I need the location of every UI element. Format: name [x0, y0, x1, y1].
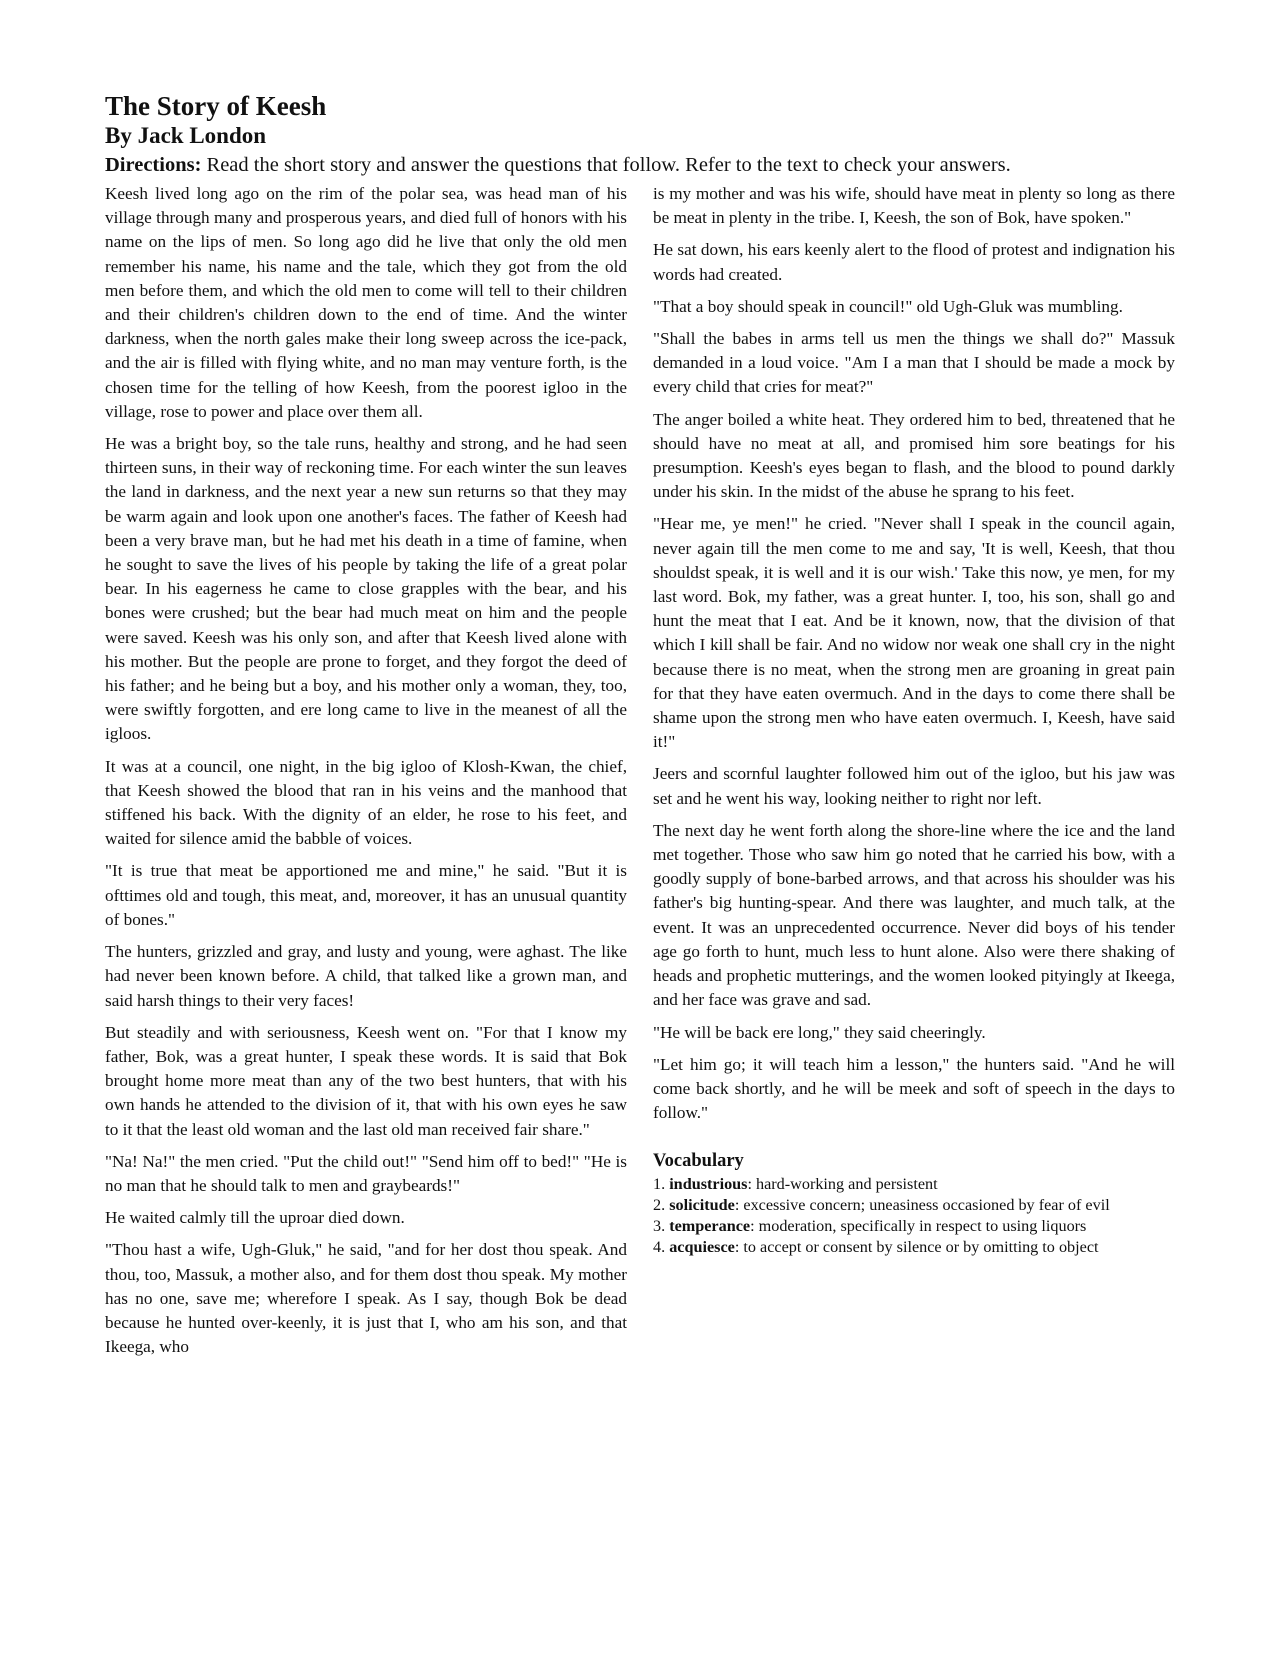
story-paragraph: He sat down, his ears keenly alert to the flood of protest and indignation his words had created. [653, 240, 1175, 284]
vocabulary-title: Vocabulary [653, 1151, 744, 1172]
vocabulary-definition: : to accept or consent by silence or by omitting to object [734, 1238, 1099, 1257]
story-paragraph: is my mother and was his wife, should have meat in plenty so long as there be meat in plenty in the tribe. I, Keesh, the son of Bok, have spoken." [653, 184, 1175, 228]
vocabulary-number: 4. [653, 1238, 670, 1257]
story-paragraph: The next day he went forth along the shore-line where the ice and the land met together. Those who saw him go noted that he carried his bow, with a goodly supply of bone-barbed arrows, and that across his shoulder was his father's big hunting-spear. And there was laughter, and much talk, at the event. It was an unprecedented occurrence. Never did boys of his tender age go forth to hunt, much less to hunt alone. Also were there shaking of heads and prophetic mutterings, and the women looked pityingly at Ikeega, and her face was grave and sad. [653, 820, 1175, 1010]
story-paragraph: Keesh lived long ago on the rim of the polar sea, was head man of his village through many and prosperous years, and died full of honors with his name on the lips of men. So long ago did he live that only the old men remember his name, his name and the tale, which they got from the old men before them, and which the old men to come will tell to their children and their children's children down to the end of time. And the winter darkness, when the north gales make their long sweep across the ice-pack, and the air is filled with flying white, and no man may venture forth, is the chosen time for the telling of how Keesh, from the poorest igloo in the village, rose to power and place over them all. [105, 184, 627, 421]
story-title: The Story of Keesh [105, 91, 327, 121]
story-paragraph: The anger boiled a white heat. They ordered him to bed, threatened that he should have no meat at all, and promised him sore beatings for his presumption. Keesh's eyes began to flash, and the blood to pound darkly under his skin. In the midst of the abuse he sprang to his feet. [653, 409, 1175, 502]
directions-text: Read the short story and answer the questions that follow. Refer to the text to check your answers. [201, 154, 1011, 176]
directions-label: Directions: [105, 154, 202, 176]
worksheet-page [105, 90, 1175, 1367]
story-paragraph: "Thou hast a wife, Ugh-Gluk," he said, "and for her dost thou speak. And thou, too, Massuk, a mother also, and for them dost thou speak. My mother has no one, save me; wherefore I speak. As I say, though Bok be dead because he hunted over-keenly, it is just that I, who am his son, and that Ikeega, who [105, 1240, 627, 1357]
vocabulary-term: industrious [669, 1175, 748, 1194]
story-paragraph: It was at a council, one night, in the big igloo of Klosh-Kwan, the chief, that Keesh showed the blood that ran in his veins and the manhood that stiffened his back. With the dignity of an elder, he rose to his feet, and waited for silence amid the babble of voices. [105, 756, 627, 849]
vocabulary-number: 2. [653, 1196, 670, 1215]
vocabulary-number: 1. [653, 1175, 670, 1194]
story-paragraph: "Shall the babes in arms tell us men the things we shall do?" Massuk demanded in a loud voice. "Am I a man that I should be made a mock by every child that cries for meat?" [653, 329, 1175, 397]
story-paragraph: "Hear me, ye men!" he cried. "Never shall I speak in the council again, never again till the men come to me and say, 'It is well, Keesh, that thou shouldst speak, it is well and it is our wish.' Take this now, ye men, for my last word. Bok, my father, was a great hunter. I, too, his son, shall go and hunt the meat that I eat. And be it known, now, that the division of that which I kill shall be fair. And no widow nor weak one shall cry in the night because there is no meat, when the strong men are groaning in great pain for that they have eaten overmuch. And in the days to come there shall be shame upon the strong men who have eaten overmuch. I, Keesh, have said it!" [653, 514, 1175, 752]
vocabulary-term: solicitude [669, 1196, 735, 1215]
story-paragraph: "It is true that meat be apportioned me and mine," he said. "But it is ofttimes old and tough, this meat, and, moreover, it has an unusual quantity of bones." [105, 861, 627, 929]
left-column [105, 182, 627, 1367]
vocabulary-term: temperance [669, 1217, 751, 1236]
story-paragraph: But steadily and with seriousness, Keesh went on. "For that I know my father, Bok, was a great hunter, I speak these words. It is said that Bok brought home more meat than any of the two best hunters, that with his own hands he attended to the division of it, that with his own eyes he saw to it that the least old woman and the last old man received fair share." [105, 1022, 627, 1139]
vocabulary-definition: : moderation, specifically in respect to using liquors [750, 1217, 1087, 1236]
vocabulary-number: 3. [653, 1217, 670, 1236]
story-paragraph: Jeers and scornful laughter followed him out of the igloo, but his jaw was set and he went his way, looking neither to right nor left. [653, 764, 1175, 808]
story-paragraph: He waited calmly till the uproar died down. [105, 1208, 405, 1228]
story-paragraph: He was a bright boy, so the tale runs, healthy and strong, and he had seen thirteen suns, in their way of reckoning time. For each winter the sun leaves the land in darkness, and the next year a new sun returns so that they may be warm again and look upon one another's faces. The father of Keesh had been a very brave man, but he had met his death in a time of famine, when he sought to save the lives of his people by taking the life of a great polar bear. In his eagerness he came to close grapples with the bear, and his bones were crushed; but the bear had much meat on him and the people were saved. Keesh was his only son, and after that Keesh lived alone with his mother. But the people are prone to forget, and they forgot the deed of his father; and he being but a boy, and his mother only a woman, they, too, were swiftly forgotten, and ere long came to live in the meanest of all the igloos. [105, 434, 627, 744]
story-columns [105, 182, 1175, 1367]
vocabulary-item [653, 1237, 1175, 1258]
vocabulary-item [653, 1174, 1175, 1195]
vocabulary-item [653, 1216, 1175, 1237]
story-paragraph: "That a boy should speak in council!" old Ugh-Gluk was mumbling. [653, 296, 1123, 316]
vocabulary-definition: : excessive concern; uneasiness occasioned by fear of evil [734, 1196, 1110, 1215]
story-paragraph: "Let him go; it will teach him a lesson," the hunters said. "And he will come back shortly, and he will be meek and soft of speech in the days to follow." [653, 1054, 1175, 1123]
vocabulary-term: acquiesce [669, 1238, 735, 1257]
vocabulary-item [653, 1195, 1175, 1216]
story-paragraph: "Na! Na!" the men cried. "Put the child out!" "Send him off to bed!" "He is no man that he should talk to men and graybeards!" [105, 1151, 627, 1195]
story-paragraph: "He will be back ere long," they said cheeringly. [653, 1022, 986, 1042]
right-column [653, 182, 1175, 1367]
vocabulary-definition: : hard-working and persistent [747, 1175, 938, 1194]
story-paragraph: The hunters, grizzled and gray, and lusty and young, were aghast. The like had never been known before. A child, that talked like a grown man, and said harsh things to their very faces! [105, 942, 627, 1010]
story-author: By Jack London [105, 123, 267, 148]
vocabulary-section [653, 1150, 1175, 1258]
directions [105, 150, 1175, 180]
